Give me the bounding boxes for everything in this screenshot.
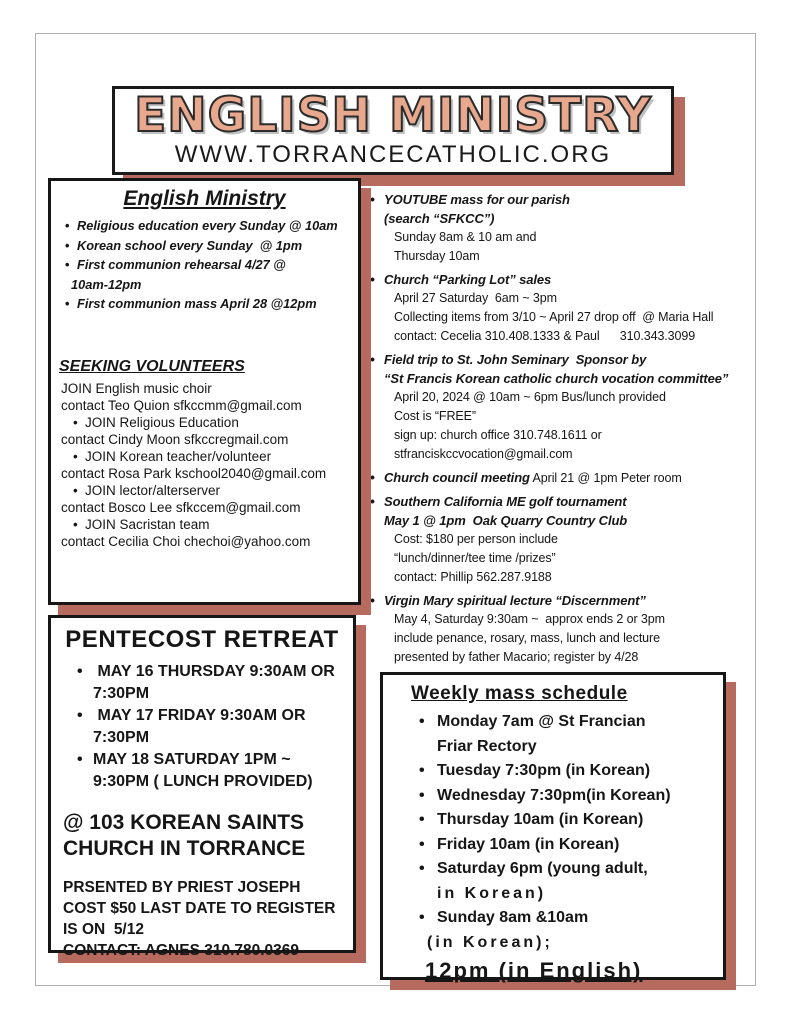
volunteer-row: contact Cecilia Choi chechoi@yahoo.com <box>61 533 311 549</box>
weekly-item-line: • Wednesday 7:30pm(in Korean) <box>397 784 709 809</box>
weekly-item <box>397 784 709 809</box>
weekly-schedule-title: Weekly mass schedule <box>411 683 628 704</box>
event-title-line: “St Francis Korean catholic church vocation committee” <box>384 371 729 386</box>
event-detail-line: contact: Phillip 562.287.9188 <box>394 570 552 584</box>
event-golf-tournament <box>370 492 762 587</box>
event-detail-line: Thursday 10am <box>394 249 480 263</box>
volunteer-row: contact Cindy Moon sfkccregmail.com <box>61 431 289 447</box>
event-detail-line: Cost is “FREE” <box>394 409 476 423</box>
pentecost-item-line: • MAY 18 SATURDAY 1PM ~ <box>63 749 341 771</box>
event-detail-line: April 27 Saturday 6am ~ 3pm <box>394 291 557 305</box>
pentecost-item-line: 7:30PM <box>93 728 150 746</box>
pentecost-info <box>63 877 341 961</box>
weekly-item-line: • Monday 7am @ St Francian <box>397 710 709 735</box>
event-detail-line: sign up: church office 310.748.1611 or <box>394 428 602 442</box>
page-title: ENGLISH MINISTRY <box>134 88 652 144</box>
header-box <box>112 86 674 175</box>
pentecost-info-line: COST $50 LAST DATE TO REGISTER <box>63 899 336 917</box>
ministry-item <box>59 294 350 314</box>
ministry-item-line: • First communion mass April 28 @12pm <box>59 294 350 314</box>
weekly-item-line: • Saturday 6pm (young adult, <box>397 857 709 882</box>
volunteer-row: contact Rosa Park kschool2040@gmail.com <box>61 465 327 481</box>
ministry-item <box>59 236 350 256</box>
event-title-line: YOUTUBE mass for our parish <box>384 192 570 207</box>
event-title-line: May 1 @ 1pm Oak Quarry Country Club <box>384 513 628 528</box>
pentecost-list <box>63 661 341 793</box>
pentecost-title: PENTECOST RETREAT <box>65 626 339 653</box>
event-detail-line: May 4, Saturday 9:30am ~ approx ends 2 or 3pm <box>394 612 665 626</box>
event-detail-line: stfranciskccvocation@gmail.com <box>394 447 573 461</box>
ministry-item-line: • First communion rehearsal 4/27 @ <box>59 255 350 275</box>
event-detail-line: April 20, 2024 @ 10am ~ 6pm Bus/lunch provided <box>394 390 666 404</box>
pentecost-item-line: • MAY 17 FRIDAY 9:30AM OR <box>63 705 341 727</box>
pentecost-info-line: CONTACT: AGNES 310.780.0369 <box>63 941 300 959</box>
event-detail-line: Cost: $180 per person include <box>394 532 558 546</box>
event-detail-line: presented by father Macario; register by 4/28 <box>394 650 639 664</box>
weekly-item <box>397 833 709 858</box>
ministry-item-line: 10am-12pm <box>71 276 142 292</box>
seeking-volunteers-section <box>59 358 350 550</box>
event-church-council <box>370 468 762 488</box>
bullet-icon: • <box>370 351 375 367</box>
bullet-icon: • <box>370 592 375 608</box>
volunteer-list <box>59 380 350 550</box>
volunteer-row: JOIN English music choir <box>61 380 212 396</box>
pentecost-item-line: • MAY 16 THURSDAY 9:30AM OR <box>63 661 341 683</box>
pentecost-item-line: 9:30PM ( LUNCH PROVIDED) <box>93 772 313 790</box>
weekly-item-line: • Friday 10am (in Korean) <box>397 833 709 858</box>
weekly-item-line: • Tuesday 7:30pm (in Korean) <box>397 759 709 784</box>
weekly-item <box>397 906 709 955</box>
ministry-list <box>59 216 350 314</box>
pentecost-info-line: PRSENTED BY PRIEST JOSEPH <box>63 878 301 896</box>
event-detail-line: “lunch/dinner/tee time /prizes” <box>394 551 556 565</box>
event-title-line <box>384 468 762 488</box>
event-detail-line: contact: Cecelia 310.408.1333 & Paul 310.343.3099 <box>394 329 696 343</box>
event-title-text: Church council meeting <box>384 470 530 485</box>
pentecost-venue-line: CHURCH IN TORRANCE <box>63 836 306 860</box>
weekly-item-line: in Korean) <box>437 884 547 902</box>
pentecost-item <box>63 705 341 749</box>
weekly-item <box>397 759 709 784</box>
event-title-line: Virgin Mary spiritual lecture “Discernment” <box>384 593 646 608</box>
pentecost-item <box>63 749 341 793</box>
event-youtube-mass <box>370 190 762 266</box>
volunteer-row: • JOIN Korean teacher/volunteer <box>59 448 350 465</box>
event-field-trip <box>370 350 762 464</box>
volunteer-row: contact Teo Quion sfkccmm@gmail.com <box>61 397 302 413</box>
event-spiritual-lecture <box>370 591 762 667</box>
volunteer-row: • JOIN lector/alterserver <box>59 482 350 499</box>
weekly-schedule-list <box>397 710 709 955</box>
weekly-item <box>397 710 709 759</box>
weekly-mass-schedule-box <box>380 672 726 983</box>
event-detail-text: April 21 @ 1pm Peter room <box>529 471 682 485</box>
weekly-item-line: • Thursday 10am (in Korean) <box>397 808 709 833</box>
english-ministry-box <box>48 178 361 605</box>
bullet-icon: • <box>370 191 375 207</box>
ministry-item <box>59 216 350 236</box>
bullet-icon: • <box>370 271 375 287</box>
volunteer-row: contact Bosco Lee sfkccem@gmail.com <box>61 499 301 515</box>
website-url: WWW.TORRANCECATHOLIC.ORG <box>174 141 612 169</box>
pentecost-item <box>63 661 341 705</box>
event-title-line: Field trip to St. John Seminary Sponsor by <box>384 352 647 367</box>
bullet-icon: • <box>370 493 375 509</box>
volunteer-row: • JOIN Religious Education <box>59 414 350 431</box>
event-detail-line: Collecting items from 3/10 ~ April 27 drop off @ Maria Hall <box>394 310 714 324</box>
pentecost-retreat-box <box>48 615 356 959</box>
ministry-title: English Ministry <box>123 187 286 210</box>
pentecost-item-line: 7:30PM <box>93 684 150 702</box>
weekly-item <box>397 808 709 833</box>
ministry-item <box>59 255 350 294</box>
weekly-item-line: Friar Rectory <box>437 737 537 755</box>
weekly-english-mass-line: 12pm (in English) <box>425 958 643 983</box>
weekly-item-line: (in Korean); <box>427 933 553 951</box>
seeking-volunteers-title: SEEKING VOLUNTEERS <box>59 357 245 375</box>
pentecost-venue-line: @ 103 KOREAN SAINTS <box>63 810 305 834</box>
pentecost-info-line: IS ON 5/12 <box>63 920 144 938</box>
event-detail-line: Sunday 8am & 10 am and <box>394 230 537 244</box>
bullet-icon: • <box>370 469 375 485</box>
event-parking-lot-sales <box>370 270 762 346</box>
weekly-item <box>397 857 709 906</box>
event-title-line: (search “SFKCC”) <box>384 211 495 226</box>
ministry-item-line: • Korean school every Sunday @ 1pm <box>59 236 350 256</box>
event-detail-line: include penance, rosary, mass, lunch and lecture <box>394 631 660 645</box>
pentecost-venue <box>63 810 341 862</box>
event-title-line: Southern California ME golf tournament <box>384 494 627 509</box>
announcements-column <box>370 190 762 671</box>
weekly-item-line: • Sunday 8am &10am <box>397 906 709 931</box>
event-title-line: Church “Parking Lot” sales <box>384 272 552 287</box>
ministry-item-line: • Religious education every Sunday @ 10am <box>59 216 350 236</box>
volunteer-row: • JOIN Sacristan team <box>59 516 350 533</box>
